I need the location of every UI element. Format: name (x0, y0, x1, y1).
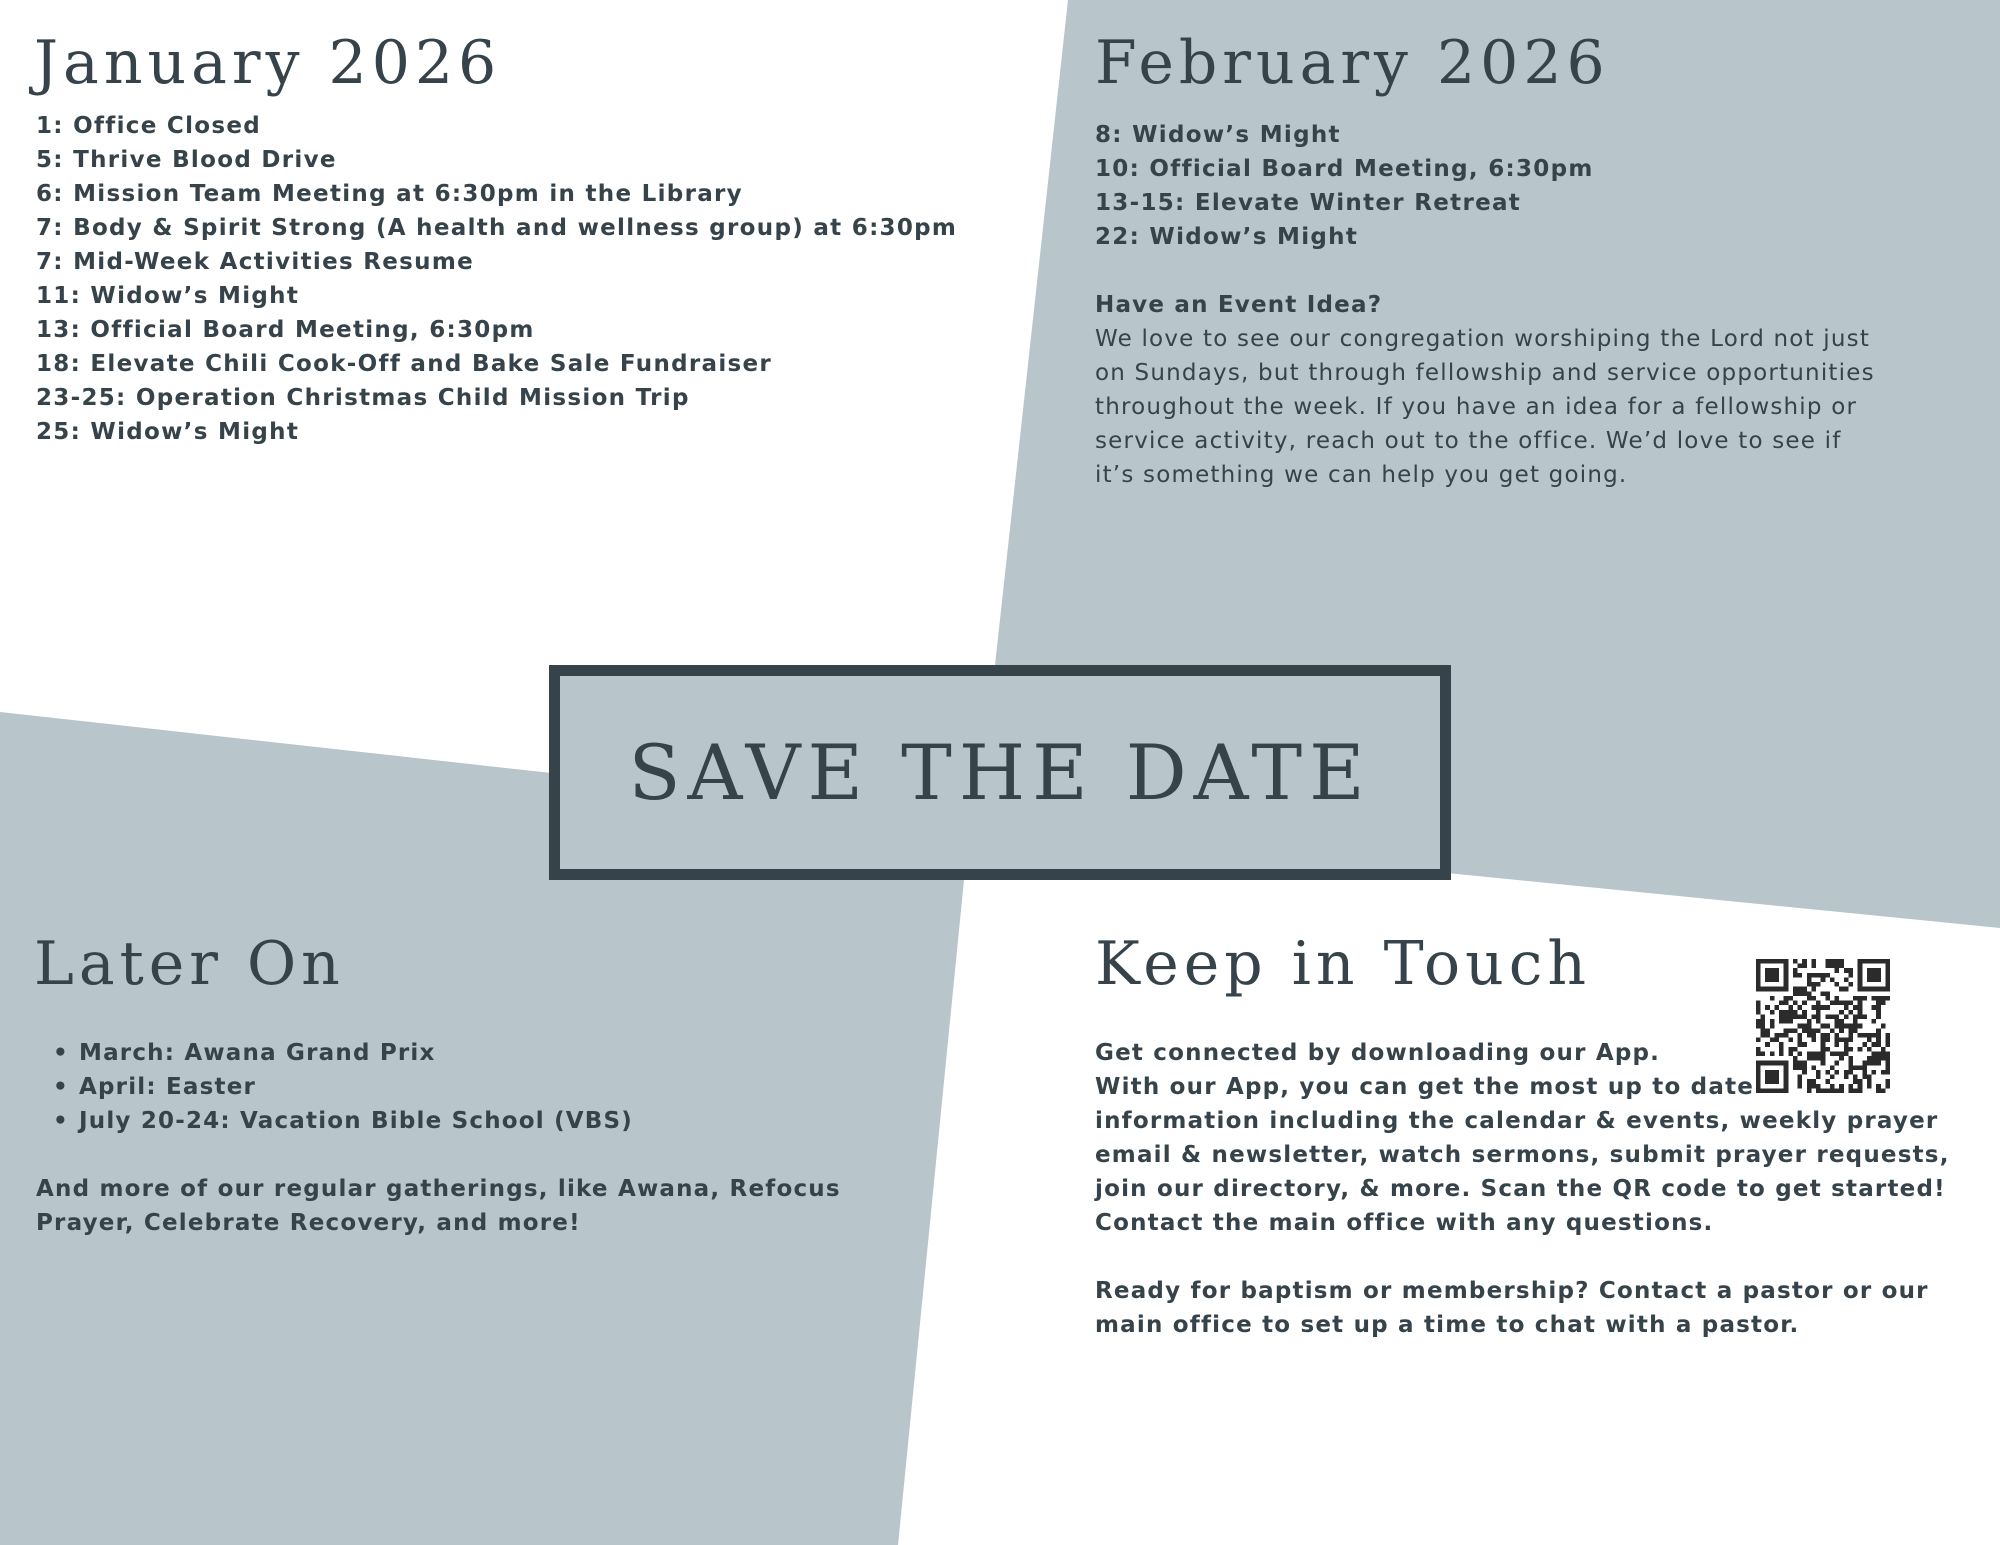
event-idea-line: throughout the week. If you have an idea for a fellowship or (1095, 394, 1858, 420)
event-idea-line: on Sundays, but through fellowship and service opportunities (1095, 360, 1875, 386)
event-idea-line: service activity, reach out to the office. We’d love to see if (1095, 428, 1842, 454)
list-item: 1: Office Closed (36, 113, 262, 139)
later-on-more-line: Prayer, Celebrate Recovery, and more! (36, 1210, 581, 1236)
list-item: 10: Official Board Meeting, 6:30pm (1095, 156, 1594, 182)
list-item: 22: Widow’s Might (1095, 224, 1359, 250)
app-line: join our directory, & more. Scan the QR code to get started! (1095, 1176, 1946, 1202)
app-line: Get connected by downloading our App. (1095, 1040, 1661, 1066)
later-on-section (36, 1036, 841, 1240)
february-event-list (1095, 118, 1594, 254)
event-idea-line: it’s something we can help you get going. (1095, 462, 1628, 488)
list-item: 23-25: Operation Christmas Child Mission Trip (36, 385, 690, 411)
save-the-date-title: SAVE THE DATE (628, 728, 1372, 817)
qr-code-icon[interactable] (1756, 959, 1890, 1093)
event-idea-heading: Have an Event Idea? (1095, 292, 1383, 318)
save-the-date-box (549, 665, 1451, 880)
baptism-line: main office to set up a time to chat with a pastor. (1095, 1312, 1800, 1338)
app-line: email & newsletter, watch sermons, submit prayer requests, (1095, 1142, 1950, 1168)
list-item: • April: Easter (36, 1070, 841, 1104)
list-item: 8: Widow’s Might (1095, 122, 1341, 148)
app-line: Contact the main office with any questions. (1095, 1210, 1714, 1236)
january-title: January 2026 (34, 28, 502, 98)
app-line: With our App, you can get the most up to date (1095, 1074, 1755, 1100)
later-on-title: Later On (34, 929, 345, 999)
event-idea-line: We love to see our congregation worshiping the Lord not just (1095, 326, 1871, 352)
list-item: 13: Official Board Meeting, 6:30pm (36, 317, 535, 343)
february-title: February 2026 (1095, 28, 1610, 98)
list-item: • March: Awana Grand Prix (36, 1036, 841, 1070)
list-item: 13-15: Elevate Winter Retreat (1095, 190, 1522, 216)
later-on-list (36, 1036, 841, 1138)
later-on-more-line: And more of our regular gatherings, like Awana, Refocus (36, 1176, 841, 1202)
keep-in-touch-title: Keep in Touch (1095, 929, 1591, 999)
list-item: 7: Mid-Week Activities Resume (36, 249, 475, 275)
baptism-line: Ready for baptism or membership? Contact a pastor or our (1095, 1278, 1929, 1304)
list-item: 7: Body & Spirit Strong (A health and wellness group) at 6:30pm (36, 215, 958, 241)
list-item: • July 20-24: Vacation Bible School (VBS) (36, 1104, 841, 1138)
january-event-list (36, 109, 957, 449)
list-item: 11: Widow’s Might (36, 283, 300, 309)
list-item: 25: Widow’s Might (36, 419, 300, 445)
list-item: 18: Elevate Chili Cook-Off and Bake Sale Fundraiser (36, 351, 773, 377)
event-idea-section (1095, 288, 1875, 492)
list-item: 5: Thrive Blood Drive (36, 147, 337, 173)
app-line: information including the calendar & events, weekly prayer (1095, 1108, 1939, 1134)
list-item: 6: Mission Team Meeting at 6:30pm in the Library (36, 181, 743, 207)
